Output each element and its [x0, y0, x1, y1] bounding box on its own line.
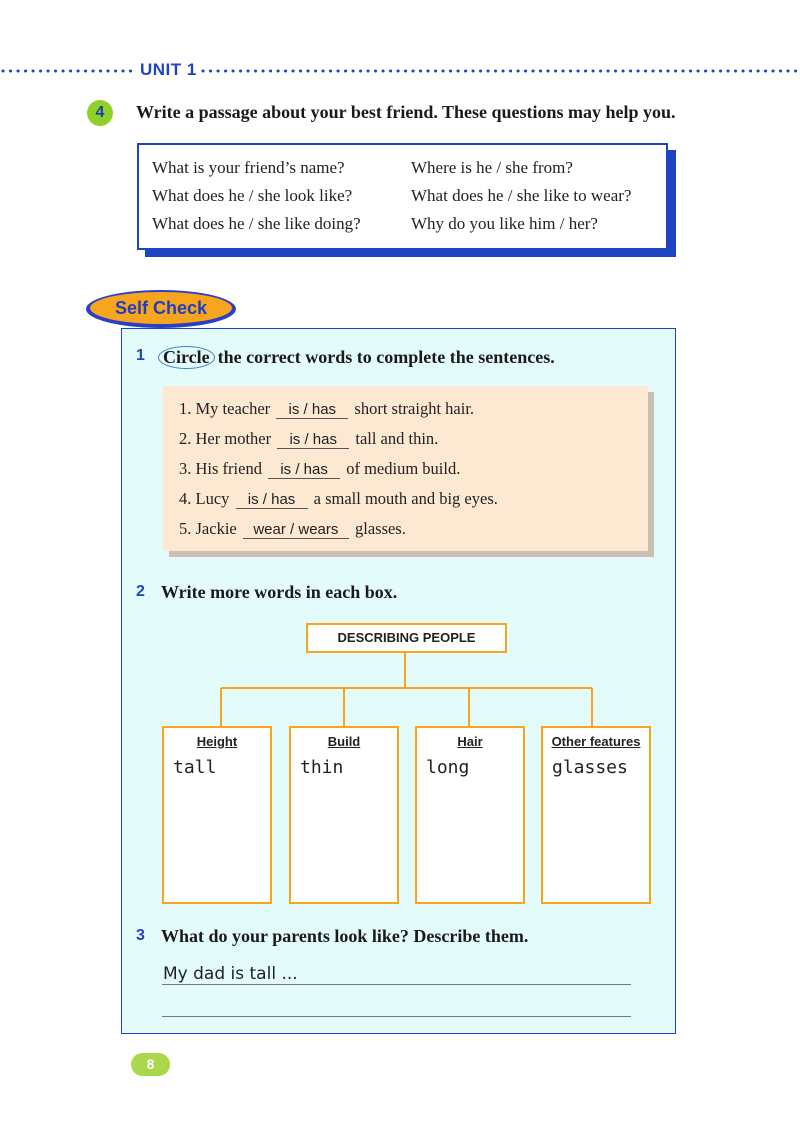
sentence-prefix: 4. Lucy — [179, 489, 230, 508]
category-box-height — [162, 726, 272, 904]
sentence-prefix: 1. My teacher — [179, 399, 271, 418]
category-box-other-features — [541, 726, 651, 904]
section3-instruction: What do your parents look like? Describe them. — [161, 926, 529, 946]
sentence-prefix: 2. Her mother — [179, 429, 272, 448]
section2-number: 2 — [136, 583, 145, 600]
category-title: Build — [327, 734, 361, 749]
task4-number-badge: 4 — [87, 100, 113, 126]
sentence-suffix: tall and thin. — [355, 429, 439, 448]
section1-instruction-text: the correct words to complete the sentences. — [217, 347, 555, 367]
choice-blank[interactable]: is / has — [276, 401, 348, 419]
category-box-hair — [415, 726, 525, 904]
sentence-suffix: of medium build. — [346, 459, 461, 478]
self-check-title: Self Check — [90, 292, 232, 324]
question-item: Why do you like him / her? — [411, 214, 598, 233]
category-answer[interactable]: long — [426, 757, 470, 778]
writing-line[interactable] — [162, 984, 631, 985]
question-item: What does he / she like to wear? — [411, 186, 632, 205]
choice-blank[interactable]: is / has — [268, 461, 340, 479]
category-title: Height — [196, 734, 238, 749]
question-item: What does he / she look like? — [152, 186, 353, 205]
category-answer[interactable]: thin — [300, 757, 344, 778]
section1-number: 1 — [136, 347, 145, 364]
category-answer[interactable]: tall — [173, 757, 217, 778]
question-item: What does he / she like doing? — [152, 214, 361, 233]
category-answer[interactable]: glasses — [552, 757, 628, 778]
sentence-suffix: a small mouth and big eyes. — [313, 489, 498, 508]
choice-blank[interactable]: wear / wears — [243, 521, 349, 539]
section3-number: 3 — [136, 927, 145, 944]
sentence-suffix: short straight hair. — [354, 399, 475, 418]
unit-title: UNIT 1 — [140, 60, 197, 79]
task4-instruction: Write a passage about your best friend. These questions may help you. — [136, 102, 676, 122]
choice-blank[interactable]: is / has — [277, 431, 349, 449]
sentence-suffix: glasses. — [354, 519, 406, 538]
section2-instruction: Write more words in each box. — [161, 582, 398, 602]
page-number: 8 — [131, 1053, 170, 1076]
sentence-prefix: 3. His friend — [179, 459, 262, 478]
category-title: Other features — [551, 734, 641, 749]
describing-people-box: DESCRIBING PEOPLE — [306, 623, 507, 653]
question-item: What is your friend’s name? — [152, 158, 345, 177]
category-box-build — [289, 726, 399, 904]
circle-word: Circle — [158, 346, 215, 369]
question-item: Where is he / she from? — [411, 158, 573, 177]
choice-blank[interactable]: is / has — [236, 491, 308, 509]
writing-line[interactable] — [162, 1016, 631, 1017]
section3-answer[interactable]: My dad is tall ... — [163, 964, 298, 984]
sentence-prefix: 5. Jackie — [179, 519, 237, 538]
category-title: Hair — [457, 734, 483, 749]
